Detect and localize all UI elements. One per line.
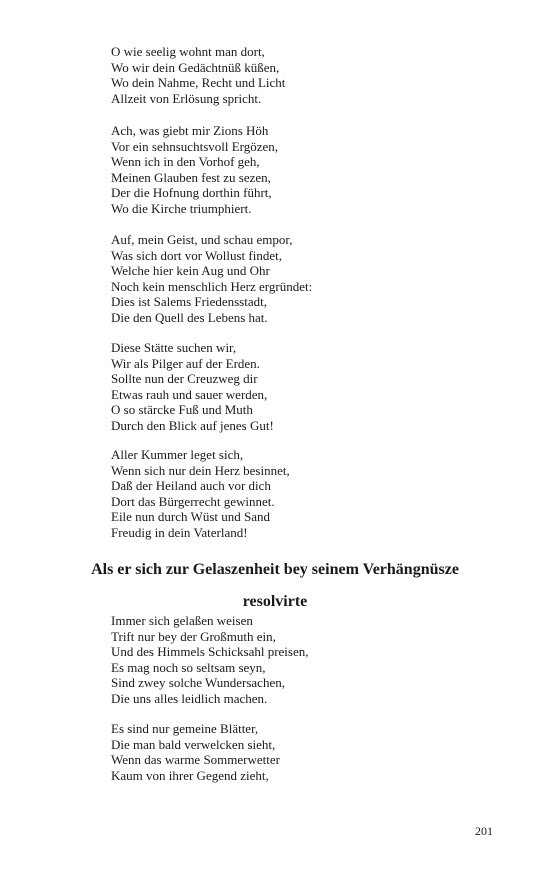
- verse-line: Es mag noch so seltsam seyn,: [111, 659, 266, 675]
- verse-line: Ach, was giebt mir Zions Höh: [111, 123, 269, 138]
- verse-line: Dort das Bürgerrecht gewinnet.: [111, 493, 275, 509]
- verse-line: Trift nur bey der Großmuth ein,: [111, 628, 276, 644]
- verse-line: Meinen Glauben fest zu sezen,: [111, 169, 271, 185]
- stanza: [111, 613, 511, 706]
- verse-line: Wenn sich nur dein Herz besinnet,: [111, 462, 290, 478]
- verse-line: O so stärcke Fuß und Muth: [111, 402, 253, 417]
- verse-line: Es sind nur gemeine Blätter,: [111, 721, 259, 736]
- verse-line: Die man bald verwelcken sieht,: [111, 736, 276, 752]
- stanza: [111, 44, 511, 106]
- verse-line: Die uns alles leidlich machen.: [111, 690, 268, 706]
- stanza: [111, 721, 511, 783]
- verse-line: Dies ist Salems Friedensstadt,: [111, 294, 267, 309]
- verse-line: Sollte nun der Creuzweg dir: [111, 371, 258, 386]
- verse-line: Allzeit von Erlösung spricht.: [111, 90, 262, 106]
- stanza: [111, 123, 511, 216]
- verse-line: Immer sich gelaßen weisen: [111, 613, 253, 628]
- stanza: [111, 447, 511, 540]
- verse-line: Auf, mein Geist, und schau empor,: [111, 232, 293, 247]
- verse-line: Freudig in dein Vaterland!: [111, 524, 248, 540]
- verse-line: Noch kein menschlich Herz ergründet:: [111, 278, 313, 294]
- verse-line: Kaum von ihrer Gegend zieht,: [111, 767, 269, 783]
- verse-line: Der die Hofnung dorthin führt,: [111, 185, 272, 200]
- verse-line: Die den Quell des Lebens hat.: [111, 309, 268, 325]
- verse-line: Etwas rauh und sauer werden,: [111, 386, 268, 402]
- verse-line: Aller Kummer leget sich,: [111, 447, 244, 462]
- verse-line: Vor ein sehnsuchtsvoll Ergözen,: [111, 138, 279, 154]
- poem-title-line1: Als er sich zur Gelaszenheit bey seinem Verhängnüsze: [91, 561, 459, 578]
- poem-title-line2: resolvirte: [242, 593, 308, 610]
- verse-line: Durch den Blick auf jenes Gut!: [111, 417, 274, 433]
- stanza: [111, 232, 511, 325]
- verse-line: Wo die Kirche triumphiert.: [111, 200, 252, 216]
- verse-line: Was sich dort vor Wollust findet,: [111, 247, 282, 263]
- verse-line: O wie seelig wohnt man dort,: [111, 44, 265, 59]
- verse-line: Welche hier kein Aug und Ohr: [111, 263, 270, 278]
- verse-line: Wir als Pilger auf der Erden.: [111, 355, 260, 371]
- verse-line: Daß der Heiland auch vor dich: [111, 478, 271, 493]
- stanza: [111, 340, 511, 433]
- verse-line: Wo dein Nahme, Recht und Licht: [111, 75, 286, 90]
- verse-line: Diese Stätte suchen wir,: [111, 340, 237, 355]
- verse-line: Sind zwey solche Wundersachen,: [111, 675, 285, 690]
- page-number: 201: [475, 824, 493, 838]
- verse-line: Wo wir dein Gedächtnüß küßen,: [111, 59, 280, 75]
- verse-line: Eile nun durch Wüst und Sand: [111, 509, 270, 524]
- verse-line: Wenn ich in den Vorhof geh,: [111, 154, 260, 169]
- verse-line: Wenn das warme Sommerwetter: [111, 752, 280, 767]
- verse-line: Und des Himmels Schicksahl preisen,: [111, 644, 309, 659]
